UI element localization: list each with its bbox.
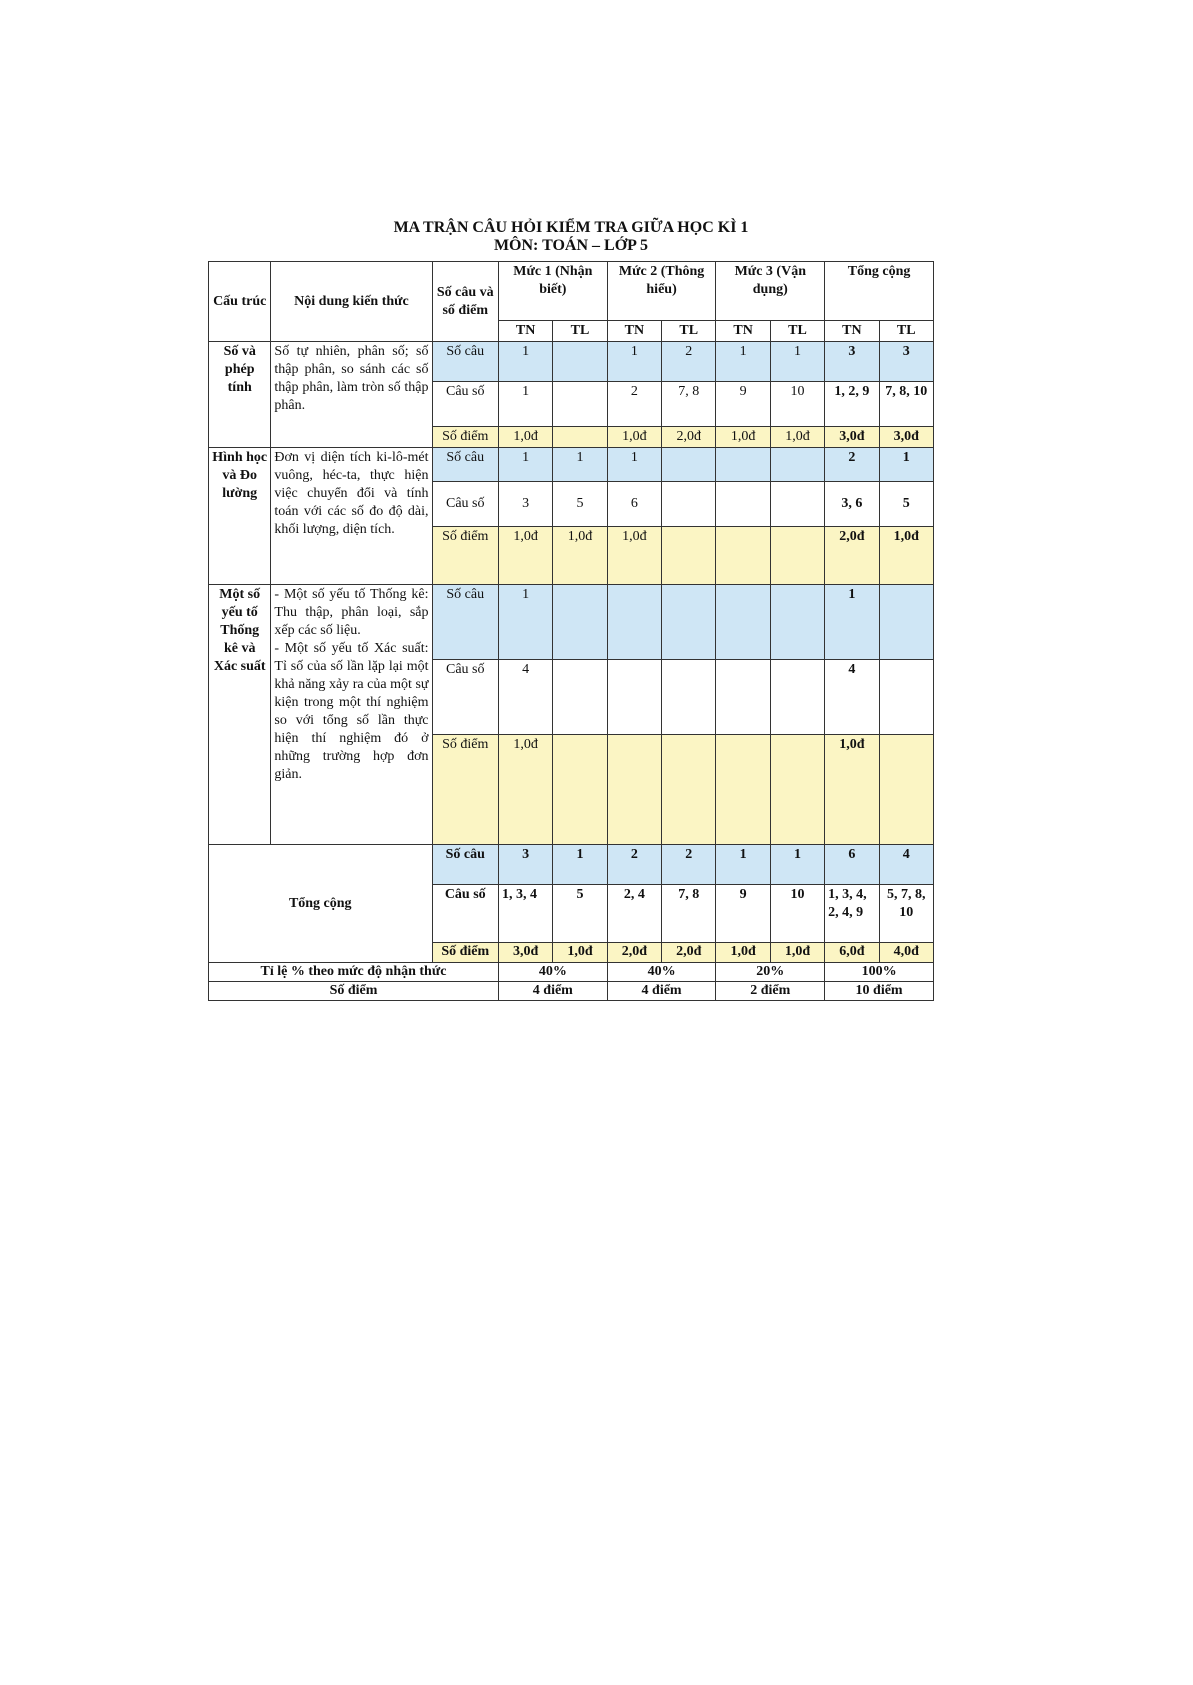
cell [770,585,824,660]
cell [607,585,661,660]
cell: 9 [716,885,770,943]
cell: 1 [607,448,661,482]
cell: 4,0đ [879,943,933,963]
cau-so-label: Câu số [432,660,498,735]
points-level-1: 4 điểm [498,982,607,1001]
cell [553,735,607,845]
cell [662,735,716,845]
cell: 7, 8 [662,885,716,943]
cau-so-label: Câu số [432,382,498,427]
cell: 3 [825,342,879,382]
section-1-structure: Số và phép tính [209,342,271,448]
cell [553,382,607,427]
header-tl: TL [662,321,716,342]
cell [770,527,824,585]
cell: 6 [825,845,879,885]
cell [716,482,770,527]
cell [716,448,770,482]
so-diem-label: Số điểm [432,735,498,845]
cell: 1 [498,342,552,382]
points-level-2: 4 điểm [607,982,716,1001]
header-tn: TN [607,321,661,342]
cell: 2,0đ [662,943,716,963]
cell [770,660,824,735]
header-structure: Cấu trúc [209,262,271,342]
cell: 3,0đ [879,427,933,448]
cell: 1 [770,845,824,885]
ratio-label: Tỉ lệ % theo mức độ nhận thức [209,963,499,982]
section-1-so-cau-row [209,342,934,382]
cell: 5, 7, 8, 10 [879,885,933,943]
cell [716,527,770,585]
cell: 10 [770,885,824,943]
cell: 2,0đ [825,527,879,585]
cell [716,585,770,660]
cell [662,660,716,735]
title-line-1: MA TRẬN CÂU HỎI KIỂM TRA GIỮA HỌC KÌ 1 [393,219,749,236]
section-3-content-statistics: - Một số yếu tố Thống kê: Thu thập, phân loại, sắp xếp các số liệu. [274,587,429,638]
cell: 6,0đ [825,943,879,963]
header-row-1 [209,262,934,321]
header-tn: TN [825,321,879,342]
header-content: Nội dung kiến thức [271,262,432,342]
cell: 1,0đ [553,943,607,963]
document-title [208,219,934,255]
cell: 1,0đ [498,735,552,845]
cell [770,482,824,527]
cell: 5 [553,482,607,527]
cell: 3,0đ [498,943,552,963]
question-matrix-table [208,261,934,1001]
cell: 5 [553,885,607,943]
cell: 1 [825,585,879,660]
totals-label: Tổng cộng [209,845,433,963]
cell: 1,0đ [825,735,879,845]
cell: 1,0đ [553,527,607,585]
so-cau-label: Số câu [432,845,498,885]
cell: 1,0đ [498,427,552,448]
cell: 7, 8, 10 [879,382,933,427]
cell: 1, 3, 4 [498,885,552,943]
cell: 2, 4 [607,885,661,943]
cell: 7, 8 [662,382,716,427]
cell: 1 [553,448,607,482]
section-3-content [271,585,432,845]
cell: 4 [879,845,933,885]
cell: 1,0đ [770,943,824,963]
cell: 3, 6 [825,482,879,527]
cell [553,585,607,660]
points-row [209,982,934,1001]
points-level-3: 2 điểm [716,982,825,1001]
ratio-total: 100% [825,963,934,982]
cell [879,735,933,845]
section-3-so-cau-row [209,585,934,660]
cell: 1 [770,342,824,382]
section-2-content: Đơn vị diện tích ki-lô-mét vuông, héc-ta, thực hiện việc chuyển đổi và tính toán với các số đo độ dài, khối lượng, diện tích. [271,448,432,585]
cell [662,585,716,660]
cell: 1 [553,845,607,885]
cell [662,482,716,527]
cau-so-label: Câu số [432,885,498,943]
header-level-1: Mức 1 (Nhận biết) [498,262,607,321]
section-3-content-probability: - Một số yếu tố Xác suất: Tỉ số của số lần lặp lại một khả năng xảy ra của một sự kiện trong một thí nghiệm so với tổng số lần thực hiện thí nghiệm đó ở những trường hợp đơn giản. [274,641,429,782]
cell: 4 [825,660,879,735]
points-label: Số điểm [209,982,499,1001]
title-line-2: MÔN: TOÁN – LỚP 5 [493,237,649,254]
cell: 9 [716,382,770,427]
cell: 3 [498,845,552,885]
so-cau-label: Số câu [432,585,498,660]
ratio-level-3: 20% [716,963,825,982]
cell: 1 [498,585,552,660]
cell: 1,0đ [607,527,661,585]
cell [770,448,824,482]
cell: 2 [662,845,716,885]
so-diem-label: Số điểm [432,943,498,963]
cell: 1 [716,845,770,885]
cell: 1,0đ [879,527,933,585]
header-count: Số câu và số điểm [432,262,498,342]
cell: 1,0đ [770,427,824,448]
points-total: 10 điểm [825,982,934,1001]
cell: 2 [607,382,661,427]
section-1-content: Số tự nhiên, phân số; số thập phân, so sánh các số thập phân, làm tròn số thập phân. [271,342,432,448]
cell: 2 [607,845,661,885]
cell [553,660,607,735]
so-diem-label: Số điểm [432,427,498,448]
section-2-structure: Hình học và Đo lường [209,448,271,585]
cell [607,660,661,735]
cell [716,660,770,735]
cell: 1,0đ [716,427,770,448]
header-level-3: Mức 3 (Vận dụng) [716,262,825,321]
cell: 3 [879,342,933,382]
ratio-level-2: 40% [607,963,716,982]
header-tl: TL [770,321,824,342]
cell: 1,0đ [498,527,552,585]
header-total: Tổng cộng [825,262,934,321]
cell [607,735,661,845]
cell: 5 [879,482,933,527]
cell: 1 [498,382,552,427]
cell: 1,0đ [716,943,770,963]
header-tl: TL [879,321,933,342]
section-2-so-cau-row [209,448,934,482]
cell [662,527,716,585]
cell [770,735,824,845]
cell [553,427,607,448]
header-tl: TL [553,321,607,342]
cell [553,342,607,382]
header-tn: TN [498,321,552,342]
ratio-level-1: 40% [498,963,607,982]
cell: 3,0đ [825,427,879,448]
cell: 1,0đ [607,427,661,448]
cell: 1, 3, 4, 2, 4, 9 [825,885,879,943]
header-tn: TN [716,321,770,342]
cell: 1, 2, 9 [825,382,879,427]
ratio-row [209,963,934,982]
cell [879,660,933,735]
so-cau-label: Số câu [432,342,498,382]
cell: 2,0đ [607,943,661,963]
cell [662,448,716,482]
cau-so-label: Câu số [432,482,498,527]
cell: 10 [770,382,824,427]
cell [879,585,933,660]
cell: 1 [716,342,770,382]
cell: 3 [498,482,552,527]
cell: 2 [662,342,716,382]
cell: 1 [607,342,661,382]
totals-so-cau-row [209,845,934,885]
cell: 6 [607,482,661,527]
cell: 4 [498,660,552,735]
cell [716,735,770,845]
cell: 1 [879,448,933,482]
so-diem-label: Số điểm [432,527,498,585]
cell: 2,0đ [662,427,716,448]
cell: 1 [498,448,552,482]
so-cau-label: Số câu [432,448,498,482]
section-3-structure: Một số yếu tố Thống kê và Xác suất [209,585,271,845]
cell: 2 [825,448,879,482]
header-level-2: Mức 2 (Thông hiểu) [607,262,716,321]
